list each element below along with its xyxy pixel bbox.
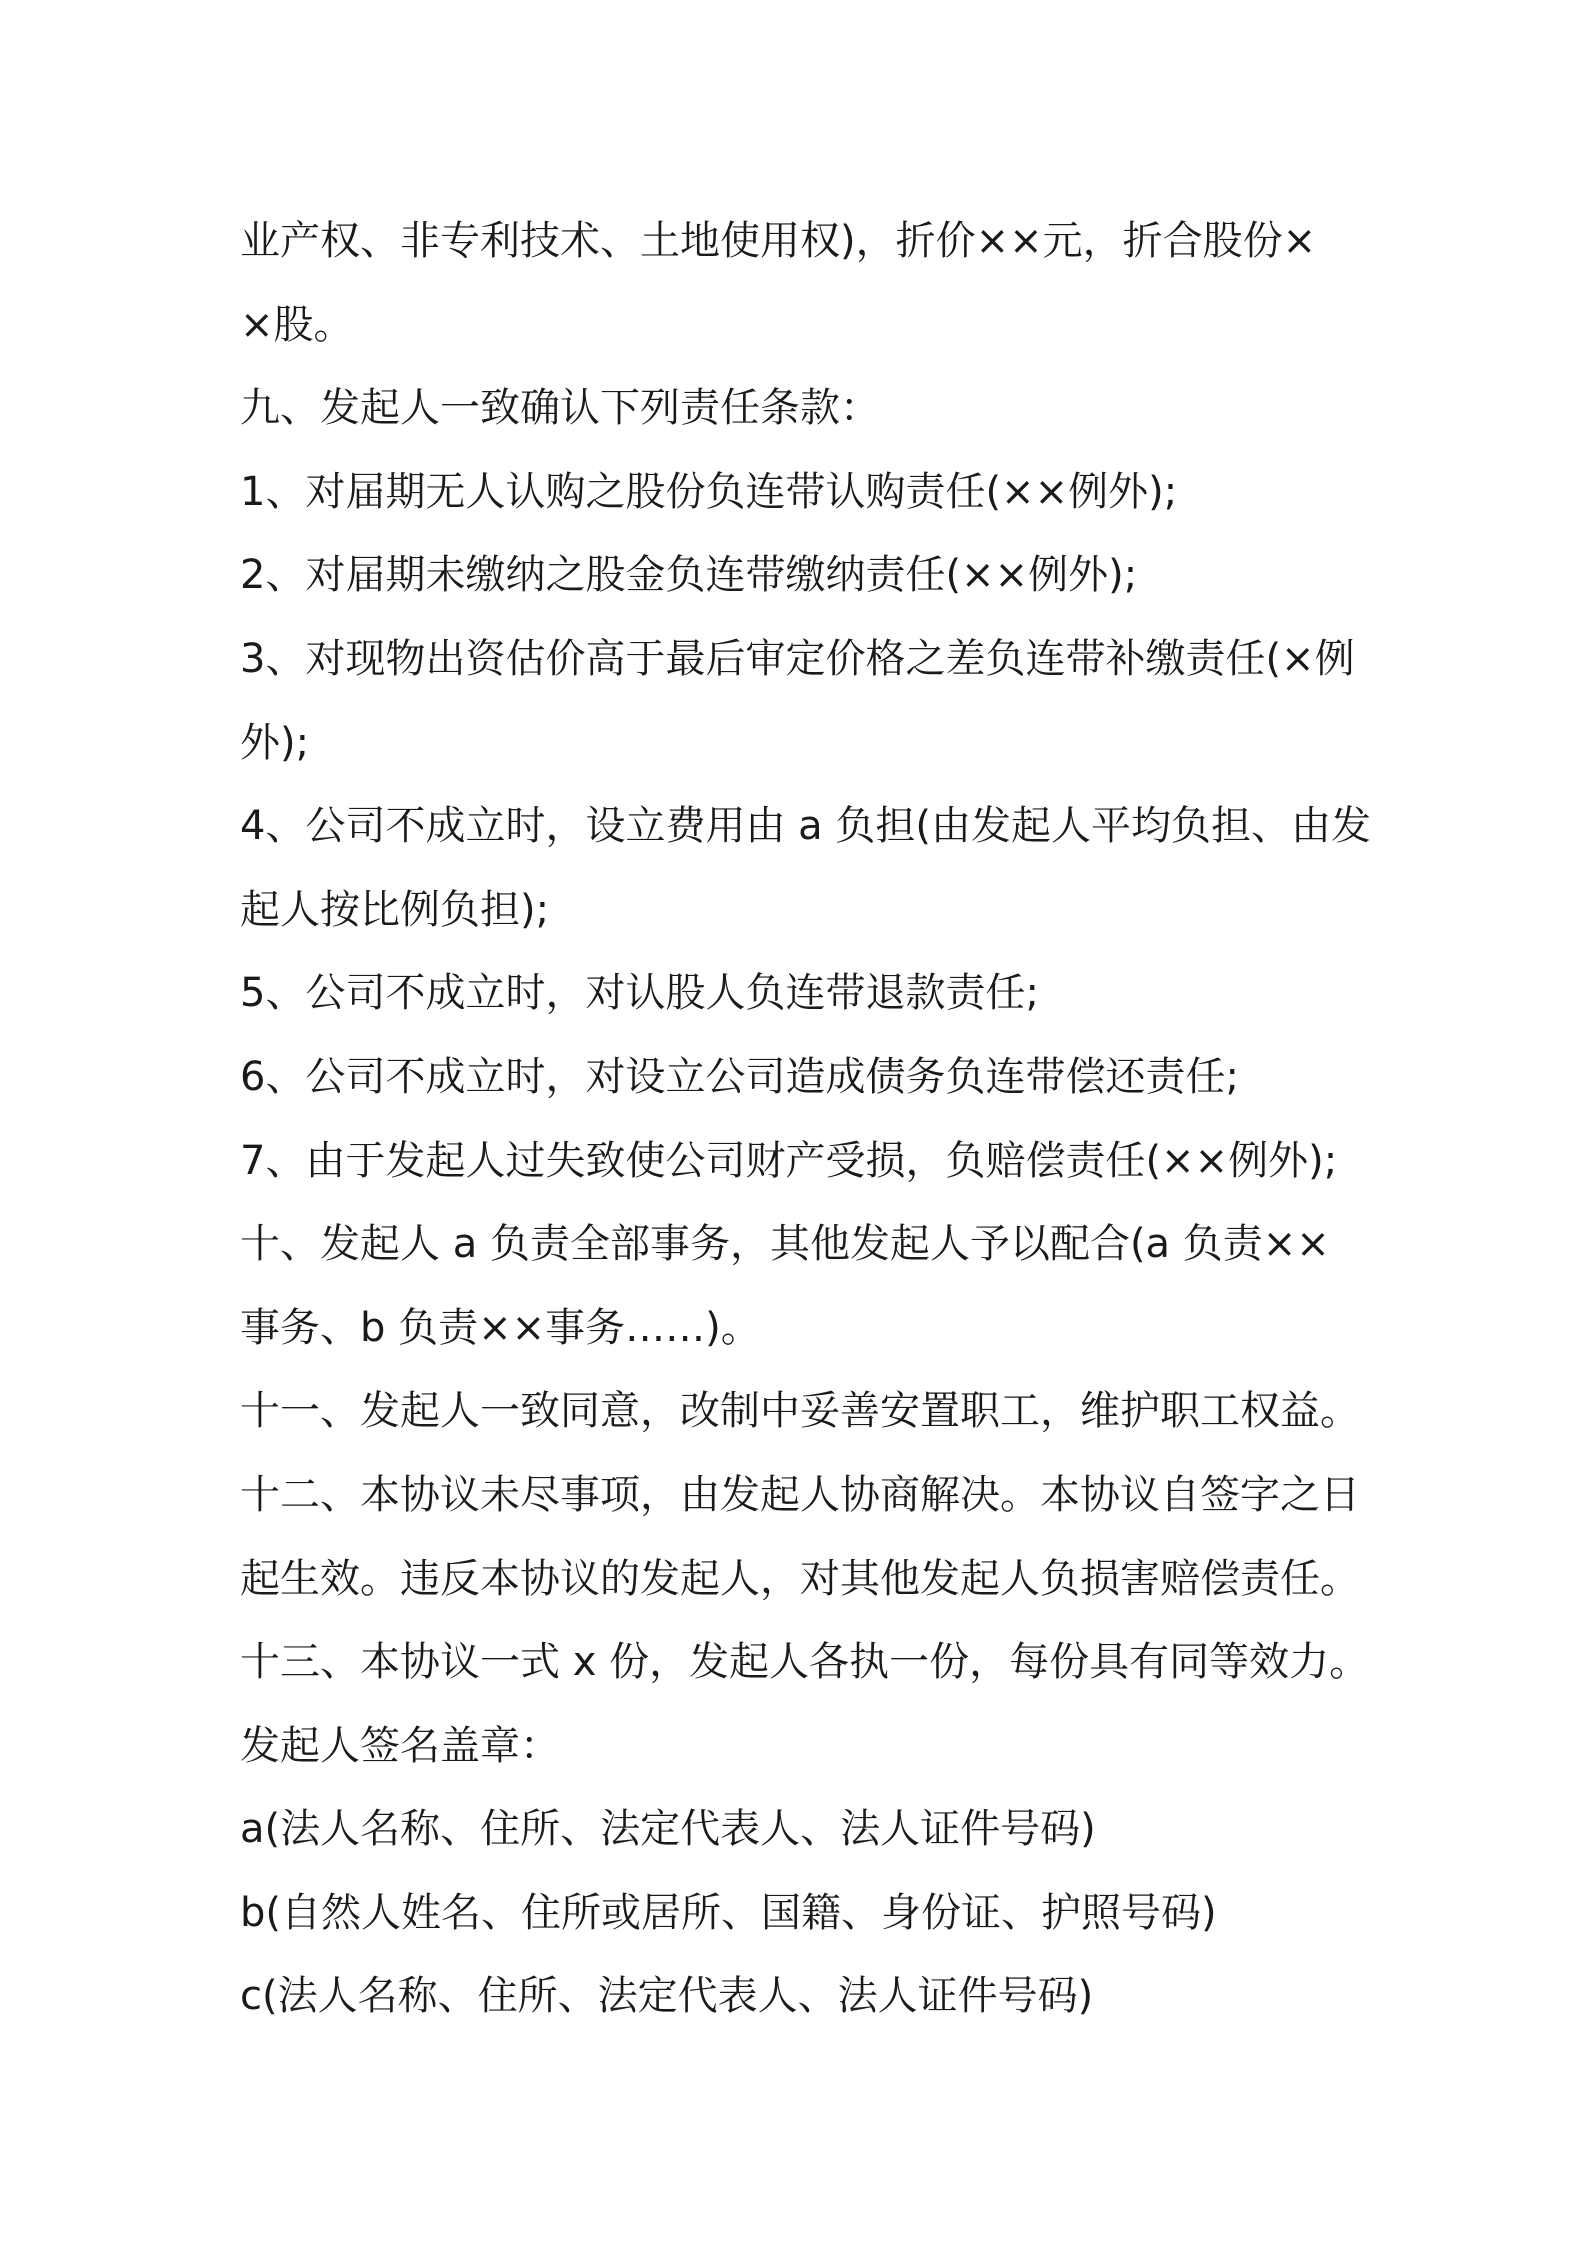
- text-line: ×股。: [240, 301, 354, 348]
- signature-heading: 发起人签名盖章：: [240, 1722, 560, 1769]
- text-line: 业产权、非专利技术、土地使用权)，折价××元，折合股份×: [240, 218, 1317, 264]
- section-heading: 十、发起人 a 负责全部事务，其他发起人予以配合(a 负责××: [240, 1221, 1330, 1268]
- text-line: 外);: [240, 719, 310, 766]
- clause-item: 7、由于发起人过失致使公司财产受损，负赔偿责任(××例外);: [240, 1137, 1338, 1184]
- document-body: [240, 200, 1371, 2039]
- signatory-b: b(自然人姓名、住所或居所、国籍、身份证、护照号码): [240, 1889, 1217, 1936]
- signatory-a: a(法人名称、住所、法定代表人、法人证件号码): [240, 1806, 1096, 1853]
- clause-item: 6、公司不成立时，对设立公司造成债务负连带偿还责任;: [240, 1053, 1239, 1100]
- section-heading: 九、发起人一致确认下列责任条款：: [240, 385, 880, 432]
- signatory-c: c(法人名称、住所、法定代表人、法人证件号码): [240, 1973, 1094, 2020]
- clause-item: 4、公司不成立时，设立费用由 a 负担(由发起人平均负担、由发: [240, 803, 1371, 850]
- clause-item: 5、公司不成立时，对认股人负连带退款责任;: [240, 970, 1039, 1017]
- section-heading: 十一、发起人一致同意，改制中妥善安置职工，维护职工权益。: [240, 1388, 1360, 1435]
- text-line: 事务、b 负责××事务……)。: [240, 1304, 761, 1351]
- text-line: 起生效。违反本协议的发起人，对其他发起人负损害赔偿责任。: [240, 1555, 1360, 1602]
- section-heading: 十二、本协议未尽事项，由发起人协商解决。本协议自签字之日: [240, 1471, 1360, 1518]
- text-line: 起人按比例负担);: [240, 886, 550, 933]
- clause-item: 1、对届期无人认购之股份负连带认购责任(××例外);: [240, 468, 1178, 515]
- clause-item: 3、对现物出资估价高于最后审定价格之差负连带补缴责任(×例: [240, 635, 1355, 682]
- clause-item: 2、对届期未缴纳之股金负连带缴纳责任(××例外);: [240, 552, 1138, 599]
- section-heading: 十三、本协议一式 x 份，发起人各执一份，每份具有同等效力。: [240, 1639, 1370, 1686]
